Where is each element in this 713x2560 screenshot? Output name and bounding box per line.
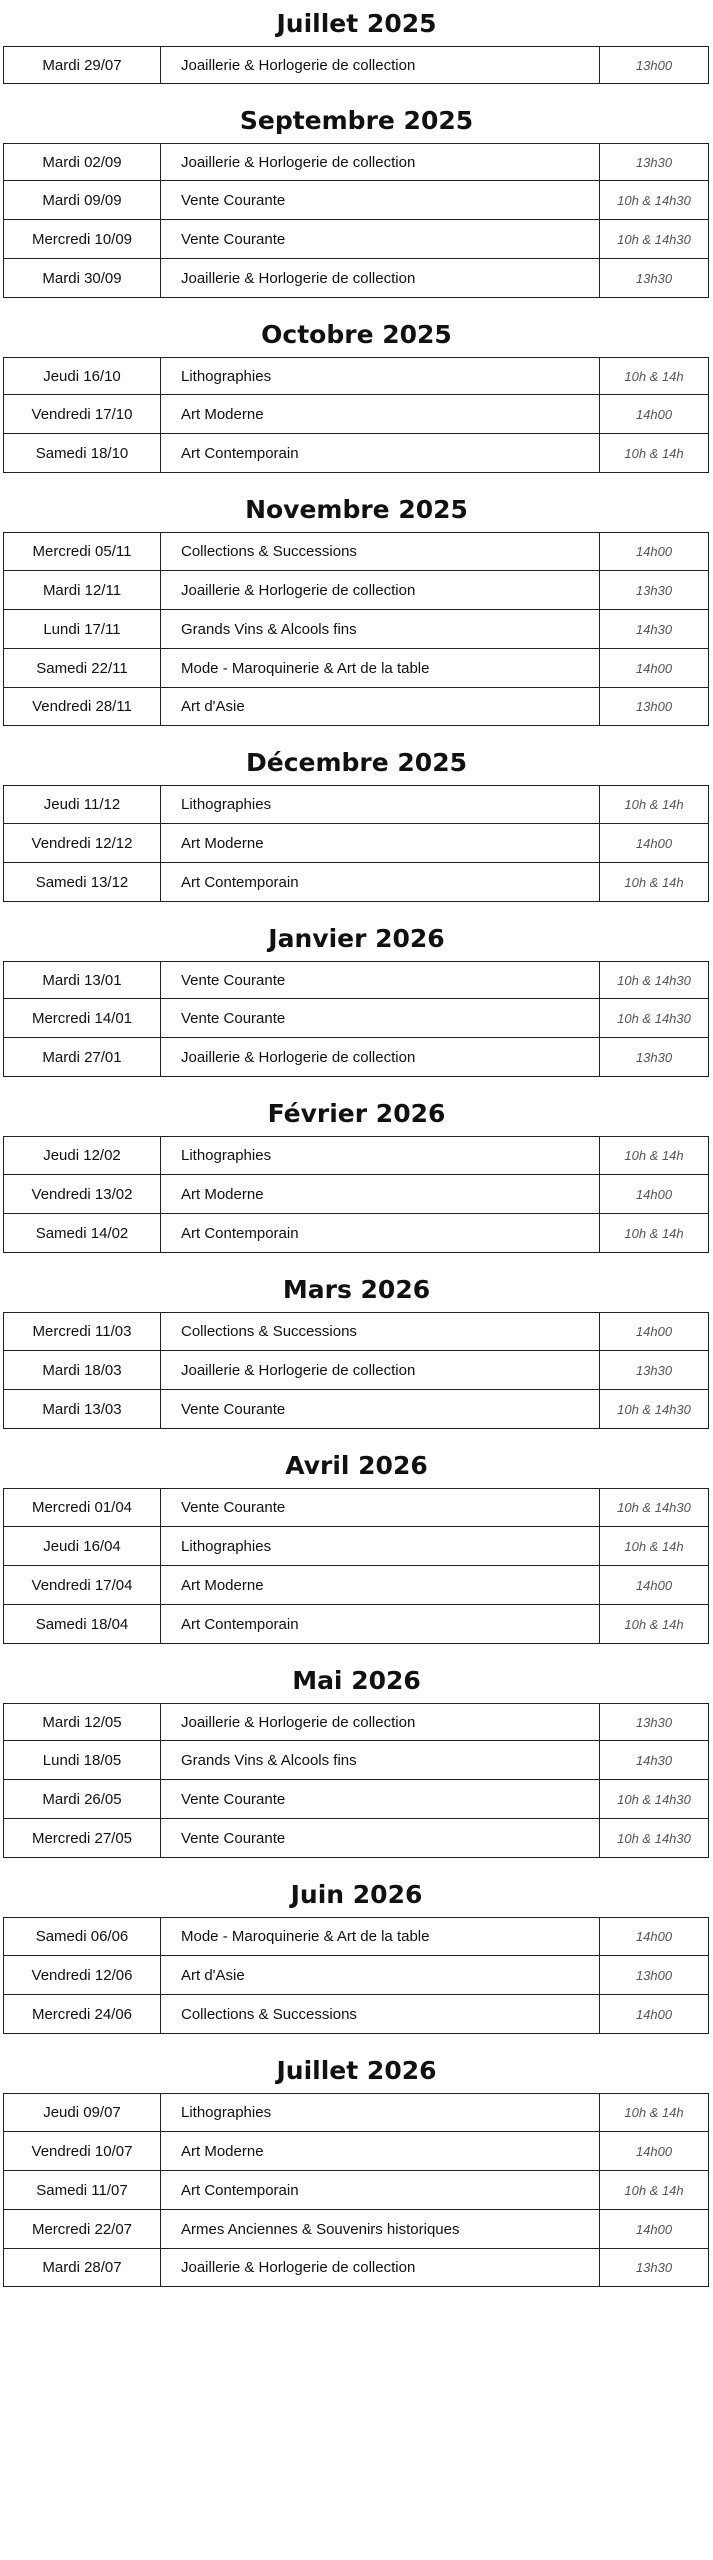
schedule-row	[4, 220, 709, 259]
sale-date: Mardi 09/09	[4, 181, 161, 220]
sale-title: Art d'Asie	[161, 1956, 600, 1995]
schedule-row	[4, 2249, 709, 2287]
sale-title: Joaillerie & Horlogerie de collection	[161, 47, 600, 84]
sale-title: Lithographies	[161, 786, 600, 824]
sale-title: Lithographies	[161, 358, 600, 395]
schedule-row	[4, 571, 709, 610]
month-title: Septembre 2025	[239, 106, 474, 135]
sale-date: Samedi 18/04	[4, 1605, 161, 1644]
schedule-row	[4, 1038, 709, 1077]
sale-time: 13h30	[600, 144, 709, 181]
schedule-row	[4, 1566, 709, 1605]
sale-time: 14h00	[600, 2210, 709, 2249]
schedule-row	[4, 688, 709, 726]
schedule-row	[4, 1780, 709, 1819]
sale-title: Vente Courante	[161, 962, 600, 999]
sale-title: Art Contemporain	[161, 1214, 600, 1253]
sale-date: Mercredi 01/04	[4, 1489, 161, 1527]
month-title: Juillet 2025	[276, 9, 437, 38]
sale-title: Vente Courante	[161, 181, 600, 220]
sale-date: Vendredi 12/12	[4, 824, 161, 863]
sale-title: Art Contemporain	[161, 1605, 600, 1644]
sale-date: Mardi 27/01	[4, 1038, 161, 1077]
sale-title: Art Contemporain	[161, 2171, 600, 2210]
schedule-row	[4, 1390, 709, 1429]
schedule-row	[4, 824, 709, 863]
sale-date: Mardi 28/07	[4, 2249, 161, 2287]
month-section	[0, 1077, 713, 1253]
sale-title: Art Contemporain	[161, 434, 600, 473]
month-title: Mars 2026	[282, 1275, 431, 1304]
sale-title: Vente Courante	[161, 220, 600, 259]
sale-time: 10h & 14h30	[600, 181, 709, 220]
schedule-row	[4, 1605, 709, 1644]
sale-title: Vente Courante	[161, 1390, 600, 1429]
sale-time: 13h00	[600, 1956, 709, 1995]
month-section	[0, 2034, 713, 2287]
sale-date: Samedi 13/12	[4, 863, 161, 902]
month-title: Novembre 2025	[245, 495, 468, 524]
sale-date: Mercredi 05/11	[4, 533, 161, 571]
sale-time: 14h00	[600, 2132, 709, 2171]
sale-date: Mercredi 11/03	[4, 1313, 161, 1351]
sale-time: 10h & 14h30	[600, 962, 709, 999]
schedule-table	[3, 357, 709, 473]
sale-title: Lithographies	[161, 1527, 600, 1566]
sale-date: Mardi 02/09	[4, 144, 161, 181]
sale-title: Grands Vins & Alcools fins	[161, 610, 600, 649]
schedule-row	[4, 1704, 709, 1741]
schedule-row	[4, 1489, 709, 1527]
sale-title: Vente Courante	[161, 999, 600, 1038]
sale-time: 10h & 14h	[600, 1527, 709, 1566]
sale-title: Lithographies	[161, 1137, 600, 1175]
schedule-row	[4, 649, 709, 688]
sale-title: Joaillerie & Horlogerie de collection	[161, 2249, 600, 2287]
sale-time: 13h30	[600, 259, 709, 298]
sale-date: Jeudi 11/12	[4, 786, 161, 824]
sale-time: 10h & 14h30	[600, 1390, 709, 1429]
sale-date: Samedi 14/02	[4, 1214, 161, 1253]
month-title: Juin 2026	[290, 1880, 423, 1909]
sale-date: Vendredi 17/04	[4, 1566, 161, 1605]
sale-time: 10h & 14h	[600, 863, 709, 902]
schedule-row	[4, 1175, 709, 1214]
schedule-row	[4, 610, 709, 649]
month-section	[0, 1858, 713, 2034]
sale-title: Joaillerie & Horlogerie de collection	[161, 259, 600, 298]
schedule-table	[3, 1488, 709, 1644]
schedule-row	[4, 1313, 709, 1351]
month-section	[0, 473, 713, 726]
schedule-table	[3, 46, 709, 84]
sale-time: 10h & 14h	[600, 1137, 709, 1175]
schedule-row	[4, 1527, 709, 1566]
sale-date: Mardi 30/09	[4, 259, 161, 298]
schedule-row	[4, 181, 709, 220]
sale-title: Art Moderne	[161, 395, 600, 434]
sale-title: Collections & Successions	[161, 1995, 600, 2034]
sale-date: Samedi 06/06	[4, 1918, 161, 1956]
month-section	[0, 298, 713, 473]
sale-time: 10h & 14h	[600, 2094, 709, 2132]
sale-time: 10h & 14h30	[600, 1819, 709, 1858]
schedule-row	[4, 1214, 709, 1253]
schedule-row	[4, 2132, 709, 2171]
sale-date: Jeudi 09/07	[4, 2094, 161, 2132]
schedule-row	[4, 1918, 709, 1956]
sale-time: 14h30	[600, 610, 709, 649]
sale-time: 13h30	[600, 1704, 709, 1741]
schedule-table	[3, 1136, 709, 1253]
schedule-table	[3, 961, 709, 1077]
sale-time: 14h00	[600, 649, 709, 688]
schedule-row	[4, 962, 709, 999]
sale-time: 13h30	[600, 1351, 709, 1390]
schedule-row	[4, 1741, 709, 1780]
sale-title: Collections & Successions	[161, 1313, 600, 1351]
month-title: Janvier 2026	[268, 924, 445, 953]
sale-time: 10h & 14h	[600, 1214, 709, 1253]
sale-title: Joaillerie & Horlogerie de collection	[161, 1351, 600, 1390]
month-section	[0, 726, 713, 902]
sale-date: Mercredi 14/01	[4, 999, 161, 1038]
schedule-row	[4, 1351, 709, 1390]
sale-title: Mode - Maroquinerie & Art de la table	[161, 649, 600, 688]
month-title: Juillet 2026	[276, 2056, 437, 2085]
sale-date: Jeudi 16/10	[4, 358, 161, 395]
sale-title: Vente Courante	[161, 1780, 600, 1819]
sale-time: 10h & 14h	[600, 786, 709, 824]
sale-title: Mode - Maroquinerie & Art de la table	[161, 1918, 600, 1956]
month-section	[0, 1429, 713, 1644]
sale-time: 10h & 14h	[600, 358, 709, 395]
sale-time: 13h30	[600, 1038, 709, 1077]
schedule-table	[3, 1703, 709, 1858]
sale-time: 10h & 14h	[600, 1605, 709, 1644]
sale-date: Samedi 22/11	[4, 649, 161, 688]
schedule-row	[4, 2171, 709, 2210]
sale-date: Samedi 18/10	[4, 434, 161, 473]
sale-date: Vendredi 10/07	[4, 2132, 161, 2171]
sale-title: Joaillerie & Horlogerie de collection	[161, 1704, 600, 1741]
schedule-table	[3, 2093, 709, 2287]
sale-time: 14h00	[600, 1566, 709, 1605]
schedule-row	[4, 2094, 709, 2132]
sale-title: Art Moderne	[161, 1175, 600, 1214]
sale-time: 13h30	[600, 571, 709, 610]
schedule-row	[4, 434, 709, 473]
schedule-row	[4, 533, 709, 571]
sale-title: Armes Anciennes & Souvenirs historiques	[161, 2210, 600, 2249]
sale-title: Art Moderne	[161, 1566, 600, 1605]
sale-time: 14h00	[600, 1313, 709, 1351]
sale-title: Art Contemporain	[161, 863, 600, 902]
sale-time: 14h00	[600, 1918, 709, 1956]
sale-time: 13h00	[600, 688, 709, 726]
schedule-row	[4, 1137, 709, 1175]
sale-title: Collections & Successions	[161, 533, 600, 571]
sale-date: Jeudi 12/02	[4, 1137, 161, 1175]
sale-time: 13h00	[600, 47, 709, 84]
sale-date: Mardi 12/05	[4, 1704, 161, 1741]
month-section	[0, 1644, 713, 1858]
sale-date: Vendredi 12/06	[4, 1956, 161, 1995]
sale-time: 14h00	[600, 395, 709, 434]
sale-date: Mardi 13/01	[4, 962, 161, 999]
sale-title: Lithographies	[161, 2094, 600, 2132]
sale-title: Joaillerie & Horlogerie de collection	[161, 571, 600, 610]
month-section	[0, 1253, 713, 1429]
month-section	[0, 902, 713, 1077]
schedule-row	[4, 259, 709, 298]
sale-time: 14h00	[600, 824, 709, 863]
schedule-row	[4, 863, 709, 902]
month-section	[0, 0, 713, 84]
sale-date: Vendredi 13/02	[4, 1175, 161, 1214]
schedule-row	[4, 358, 709, 395]
sale-time: 13h30	[600, 2249, 709, 2287]
sale-date: Mercredi 24/06	[4, 1995, 161, 2034]
schedule-table	[3, 785, 709, 902]
sale-date: Mardi 18/03	[4, 1351, 161, 1390]
month-section	[0, 84, 713, 298]
sale-title: Art Moderne	[161, 2132, 600, 2171]
sale-time: 14h30	[600, 1741, 709, 1780]
schedule-row	[4, 1995, 709, 2034]
schedule-row	[4, 999, 709, 1038]
schedule-row	[4, 47, 709, 84]
sale-title: Art Moderne	[161, 824, 600, 863]
schedule-row	[4, 1956, 709, 1995]
sale-time: 10h & 14h30	[600, 1780, 709, 1819]
sale-date: Mercredi 10/09	[4, 220, 161, 259]
schedule-table	[3, 143, 709, 298]
sale-date: Mardi 12/11	[4, 571, 161, 610]
month-title: Octobre 2025	[261, 320, 452, 349]
schedule-table	[3, 532, 709, 726]
month-title: Février 2026	[267, 1099, 446, 1128]
schedule-table	[3, 1312, 709, 1429]
sale-date: Mercredi 22/07	[4, 2210, 161, 2249]
sale-time: 10h & 14h	[600, 2171, 709, 2210]
schedule-row	[4, 1819, 709, 1858]
sale-date: Mardi 26/05	[4, 1780, 161, 1819]
sale-date: Vendredi 17/10	[4, 395, 161, 434]
sale-title: Art d'Asie	[161, 688, 600, 726]
sale-title: Joaillerie & Horlogerie de collection	[161, 1038, 600, 1077]
sale-time: 14h00	[600, 533, 709, 571]
month-title: Avril 2026	[285, 1451, 428, 1480]
sale-title: Joaillerie & Horlogerie de collection	[161, 144, 600, 181]
schedule-row	[4, 395, 709, 434]
sale-time: 10h & 14h30	[600, 999, 709, 1038]
schedule-table	[3, 1917, 709, 2034]
sale-time: 14h00	[600, 1995, 709, 2034]
schedule-row	[4, 786, 709, 824]
sale-title: Grands Vins & Alcools fins	[161, 1741, 600, 1780]
sale-date: Mardi 29/07	[4, 47, 161, 84]
sale-time: 10h & 14h30	[600, 220, 709, 259]
sale-time: 10h & 14h30	[600, 1489, 709, 1527]
month-title: Décembre 2025	[246, 748, 467, 777]
sale-time: 14h00	[600, 1175, 709, 1214]
sale-date: Mercredi 27/05	[4, 1819, 161, 1858]
sale-date: Lundi 18/05	[4, 1741, 161, 1780]
sale-title: Vente Courante	[161, 1819, 600, 1858]
sale-date: Vendredi 28/11	[4, 688, 161, 726]
sale-date: Jeudi 16/04	[4, 1527, 161, 1566]
sale-title: Vente Courante	[161, 1489, 600, 1527]
sale-date: Samedi 11/07	[4, 2171, 161, 2210]
sale-date: Mardi 13/03	[4, 1390, 161, 1429]
sale-time: 10h & 14h	[600, 434, 709, 473]
schedule-row	[4, 2210, 709, 2249]
month-title: Mai 2026	[292, 1666, 421, 1695]
sale-date: Lundi 17/11	[4, 610, 161, 649]
schedule-row	[4, 144, 709, 181]
